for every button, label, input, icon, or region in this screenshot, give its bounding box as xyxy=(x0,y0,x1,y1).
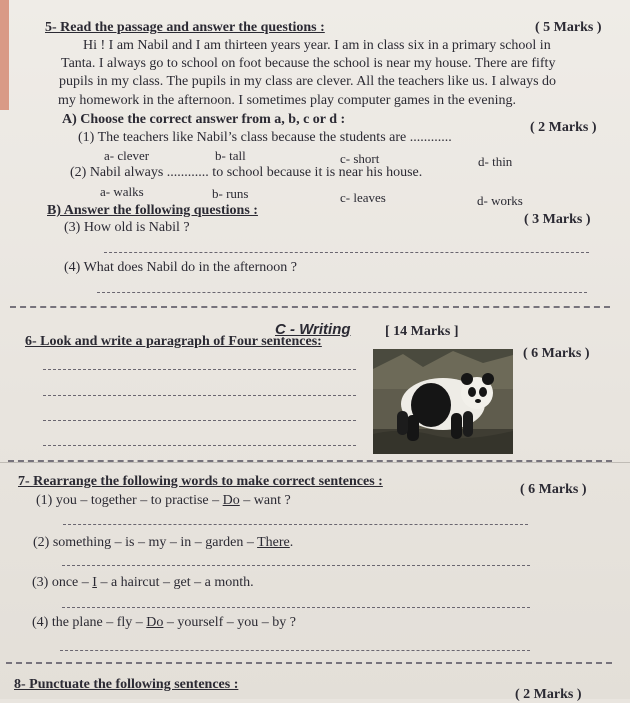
q6-marks: ( 6 Marks ) xyxy=(523,346,590,361)
partA-heading: A) Choose the correct answer from a, b, c or d : xyxy=(62,112,346,127)
q8-heading: 8- Punctuate the following sentences : xyxy=(14,677,239,692)
passage-line-4: my homework in the afternoon. I sometimes play computer games in the evening. xyxy=(58,93,516,108)
q1-option-a: a- clever xyxy=(104,148,150,163)
q6-line-3 xyxy=(43,420,356,421)
q7-item-2: (2) something – is – my – in – garden – There. xyxy=(33,535,294,550)
panda-icon xyxy=(373,349,513,454)
q7-line-1 xyxy=(63,524,528,525)
writing-marks: [ 14 Marks ] xyxy=(385,324,459,339)
panda-photo xyxy=(373,349,513,454)
q5-heading: 5- Read the passage and answer the questions : xyxy=(45,20,325,35)
passage-line-1: Hi ! I am Nabil and I am thirteen years year. I am in class six in a primary school in xyxy=(83,38,551,53)
q6-heading: 6- Look and write a paragraph of Four sentences: xyxy=(25,334,322,349)
q8-marks: ( 2 Marks ) xyxy=(515,687,582,702)
q6-line-1 xyxy=(43,369,356,370)
paper-fold xyxy=(0,462,630,463)
q7-line-4 xyxy=(60,650,530,651)
answer-line-q4 xyxy=(97,292,587,293)
q7-line-3 xyxy=(62,607,530,608)
q7-item-1: (1) you – together – to practise – Do – want ? xyxy=(36,493,291,508)
partA-q2: (2) Nabil always ............ to school because it is near his house. xyxy=(70,165,423,180)
q1-option-c: c- short xyxy=(340,151,380,166)
answer-line-q3 xyxy=(104,252,589,253)
partA-marks: ( 2 Marks ) xyxy=(530,120,597,135)
q1-option-b: b- tall xyxy=(215,148,246,163)
q6-line-4 xyxy=(43,445,356,446)
partB-marks: ( 3 Marks ) xyxy=(524,212,591,227)
partA-q1: (1) The teachers like Nabil’s class because the students are ............ xyxy=(78,130,452,145)
q2-option-b: b- runs xyxy=(212,186,249,201)
section-divider-3 xyxy=(6,662,612,664)
partB-heading: B) Answer the following questions : xyxy=(47,203,258,218)
q2-option-d: d- works xyxy=(477,193,523,208)
q2-option-a: a- walks xyxy=(100,184,144,199)
q7-line-2 xyxy=(62,565,530,566)
partB-q4: (4) What does Nabil do in the afternoon ? xyxy=(64,260,298,275)
partB-q3: (3) How old is Nabil ? xyxy=(64,220,190,235)
q7-item-3: (3) once – I – a haircut – get – a month. xyxy=(32,575,254,590)
writing-title: C - Writing xyxy=(275,321,351,338)
q6-line-2 xyxy=(43,395,356,396)
section-divider xyxy=(10,306,610,308)
passage-line-2: Tanta. I always go to school on foot because the school is near my house. There are fifty xyxy=(61,56,556,71)
passage-line-3: pupils in my class. The pupils in my class are clever. All the teachers like us. I always do xyxy=(59,74,557,89)
q7-heading: 7- Rearrange the following words to make correct sentences : xyxy=(18,474,383,489)
table-edge xyxy=(0,0,9,110)
q2-option-c: c- leaves xyxy=(340,190,386,205)
q5-marks: ( 5 Marks ) xyxy=(535,20,602,35)
q7-marks: ( 6 Marks ) xyxy=(520,482,587,497)
q1-option-d: d- thin xyxy=(478,154,513,169)
section-divider-2 xyxy=(8,460,612,462)
q7-item-4: (4) the plane – fly – Do – yourself – you – by ? xyxy=(32,615,297,630)
